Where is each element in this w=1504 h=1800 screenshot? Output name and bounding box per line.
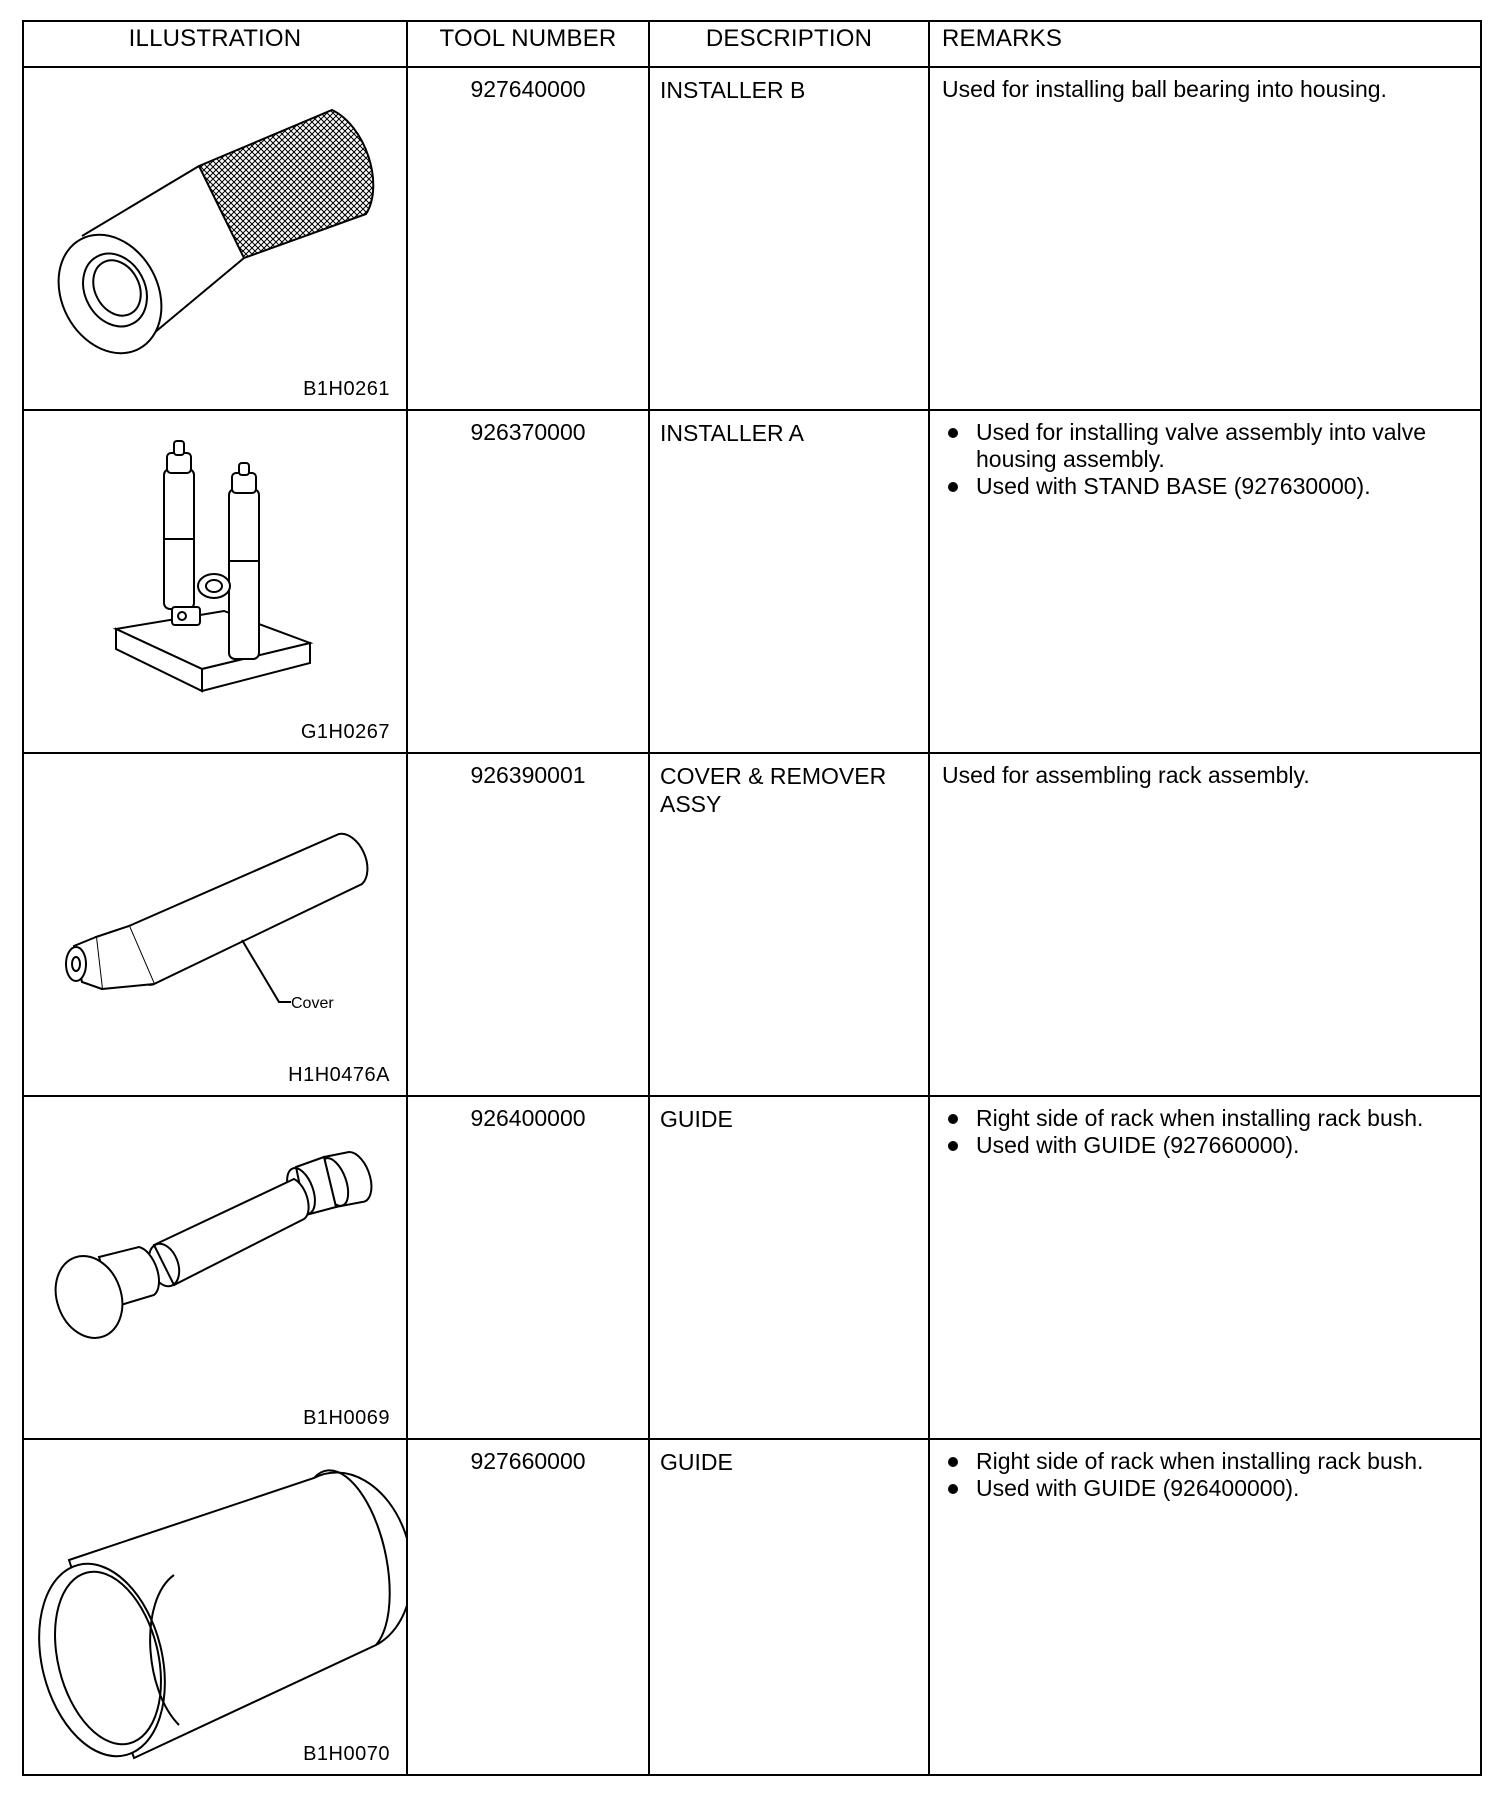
tool-number: 926400000 [470,1105,586,1131]
remark-bullet: Used with GUIDE (927660000). [942,1132,1480,1159]
installer-a-illustration [24,411,406,754]
installer-b-illustration [24,68,406,411]
remarks [930,1448,1480,1502]
illustration-cell [24,754,406,1097]
remark-bullets [942,1448,1480,1502]
header-description: DESCRIPTION [705,25,873,52]
tool-number: 926390001 [470,762,586,788]
remarks [930,76,1480,103]
remark-bullet: Used with STAND BASE (927630000). [942,473,1480,500]
table-row [24,1097,1480,1440]
description: COVER & REMOVER ASSY [660,763,887,817]
remarks [930,762,1480,789]
callout-label: Cover [291,995,334,1012]
image-code: B1H0070 [303,1743,390,1765]
description: INSTALLER A [660,420,805,446]
remark-bullet: Right side of rack when installing rack bush. [942,1105,1480,1132]
image-code: B1H0069 [303,1407,390,1429]
table-row [24,411,1480,754]
table-row [24,754,1480,1097]
tool-number: 927640000 [470,76,586,102]
table-row [24,1440,1480,1776]
remark-bullets [942,1105,1480,1159]
illustration-cell [24,411,406,754]
remark-text: Used for assembling rack assembly. [942,762,1310,788]
header-tool-number: TOOL NUMBER [439,25,617,52]
header-remarks: REMARKS [942,25,1063,52]
guide-illustration [24,1097,406,1440]
tool-number: 927660000 [470,1448,586,1474]
table-row [24,68,1480,411]
description: GUIDE [660,1449,733,1475]
illustration-cell [24,68,406,411]
remarks [930,1105,1480,1159]
remark-bullets [942,419,1480,500]
illustration-cell [24,1097,406,1440]
illustration-cell [24,1440,406,1776]
image-code: H1H0476A [288,1064,390,1086]
remark-text: Used for installing ball bearing into housing. [942,76,1387,102]
image-code: G1H0267 [300,721,390,743]
remark-bullet: Used with GUIDE (926400000). [942,1475,1480,1502]
description: GUIDE [660,1106,733,1132]
description: INSTALLER B [660,77,806,103]
image-code: B1H0261 [303,378,390,400]
header-illustration: ILLUSTRATION [128,25,302,52]
remarks [930,419,1480,500]
guide-sleeve-illustration [24,1440,406,1776]
remark-bullet: Right side of rack when installing rack bush. [942,1448,1480,1475]
remark-bullet: Used for installing valve assembly into valve housing assembly. [942,419,1480,473]
tool-number: 926370000 [470,419,586,445]
cover-remover-illustration [24,754,406,1097]
special-tools-table [22,20,1482,1776]
